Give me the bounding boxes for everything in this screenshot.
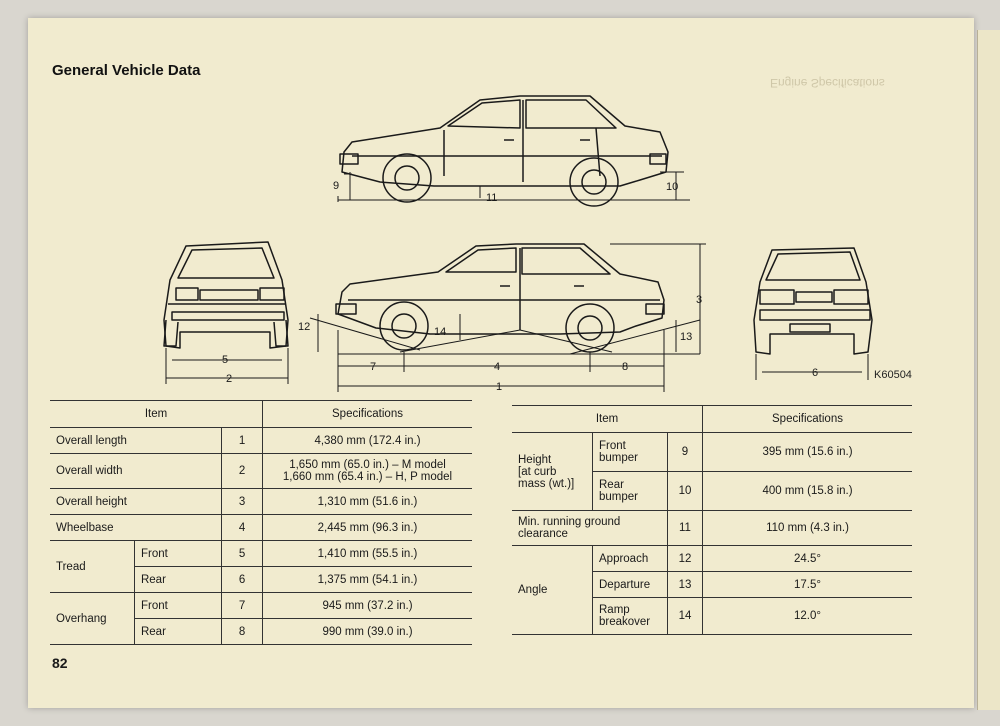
row-number: 6 <box>222 567 263 593</box>
row-item: Wheelbase <box>50 515 222 541</box>
row-spec: 4,380 mm (172.4 in.) <box>263 428 473 454</box>
row-subitem: Front <box>134 541 221 567</box>
row-subitem <box>593 433 668 472</box>
row-subitem-line: bumper <box>599 491 638 503</box>
row-spec: 400 mm (15.8 in.) <box>703 472 913 511</box>
page-title: General Vehicle Data <box>52 62 201 79</box>
table-row <box>512 511 912 546</box>
callout-10: 10 <box>666 181 679 193</box>
side-view-car-middle <box>336 244 664 352</box>
row-spec: 110 mm (4.3 in.) <box>703 511 913 546</box>
row-number: 9 <box>668 433 703 472</box>
table-header-row <box>512 406 912 433</box>
general-data-table <box>50 400 472 645</box>
row-subitem <box>593 472 668 511</box>
callout-1: 1 <box>496 381 503 393</box>
row-subitem-line: Ramp <box>599 604 630 616</box>
row-number: 4 <box>222 515 263 541</box>
table-header-row <box>50 401 472 428</box>
row-number: 14 <box>668 598 703 635</box>
callout-14: 14 <box>434 326 447 338</box>
row-number: 7 <box>222 593 263 619</box>
callout-2: 2 <box>226 373 233 385</box>
row-spec: 2,445 mm (96.3 in.) <box>263 515 473 541</box>
row-subitem: Departure <box>593 572 668 598</box>
row-spec: 1,310 mm (51.6 in.) <box>263 489 473 515</box>
row-subitem: Approach <box>593 546 668 572</box>
row-spec: 24.5° <box>703 546 913 572</box>
table-row <box>50 515 472 541</box>
row-group-tread: Tread <box>50 541 134 593</box>
row-number: 12 <box>668 546 703 572</box>
row-number: 8 <box>222 619 263 645</box>
table-row <box>50 489 472 515</box>
row-item-line: clearance <box>518 528 568 540</box>
row-spec: 17.5° <box>703 572 913 598</box>
row-item: Overall height <box>50 489 222 515</box>
row-subitem <box>593 598 668 635</box>
table-row <box>50 428 472 454</box>
row-number: 1 <box>222 428 263 454</box>
row-subitem-line: Rear <box>599 479 624 491</box>
callout-5: 5 <box>222 354 229 366</box>
row-subitem-line: breakover <box>599 616 651 628</box>
height-label-line: [at curb <box>518 465 557 478</box>
row-subitem-line: Front <box>599 440 626 452</box>
side-view-car-top <box>340 96 668 206</box>
row-group-overhang: Overhang <box>50 593 134 645</box>
callout-4: 4 <box>494 361 501 373</box>
rear-view-car <box>754 248 872 354</box>
callout-6: 6 <box>812 367 819 379</box>
height-label-line: Height <box>518 453 552 466</box>
row-spec: 990 mm (39.0 in.) <box>263 619 473 645</box>
row-spec <box>263 454 473 489</box>
row-group-height <box>512 433 593 511</box>
dimension-lines <box>166 172 868 392</box>
row-number: 2 <box>222 454 263 489</box>
callout-3: 3 <box>696 294 703 306</box>
row-number: 10 <box>668 472 703 511</box>
row-number: 3 <box>222 489 263 515</box>
table-row <box>50 454 472 489</box>
row-spec-line: 1,650 mm (65.0 in.) – M model <box>289 459 446 471</box>
row-number: 13 <box>668 572 703 598</box>
header-item: Item <box>50 401 263 428</box>
row-number: 5 <box>222 541 263 567</box>
table-row <box>512 433 912 472</box>
header-specifications: Specifications <box>703 406 913 433</box>
row-subitem-line: bumper <box>599 452 638 464</box>
callout-9: 9 <box>333 180 340 192</box>
height-label-line: mass (wt.)] <box>518 477 575 490</box>
header-item: Item <box>512 406 703 433</box>
callout-7: 7 <box>370 361 377 373</box>
row-subitem: Rear <box>134 567 221 593</box>
row-spec: 1,410 mm (55.5 in.) <box>263 541 473 567</box>
row-spec: 1,375 mm (54.1 in.) <box>263 567 473 593</box>
height-angle-table <box>512 405 912 635</box>
callout-11: 11 <box>486 192 498 204</box>
row-spec: 12.0° <box>703 598 913 635</box>
row-subitem: Front <box>134 593 221 619</box>
row-subitem: Rear <box>134 619 221 645</box>
row-group-angle: Angle <box>512 546 593 635</box>
row-item: Overall length <box>50 428 222 454</box>
show-through-heading: Engine Specifications <box>770 76 885 90</box>
row-spec-line: 1,660 mm (65.4 in.) – H, P model <box>282 471 453 483</box>
row-number: 11 <box>668 511 703 546</box>
front-view-car <box>164 242 288 348</box>
row-item <box>512 511 668 546</box>
row-item: Overall width <box>50 454 222 489</box>
table-row <box>512 546 912 572</box>
figure-label: K60504 <box>874 369 912 381</box>
row-item-line: Min. running ground <box>518 516 621 528</box>
callout-13: 13 <box>680 331 693 343</box>
page-number: 82 <box>52 655 68 671</box>
callout-8: 8 <box>622 361 629 373</box>
header-specifications: Specifications <box>263 401 473 428</box>
callout-12: 12 <box>298 321 311 333</box>
table-row <box>50 541 472 567</box>
row-spec: 395 mm (15.6 in.) <box>703 433 913 472</box>
row-spec: 945 mm (37.2 in.) <box>263 593 473 619</box>
table-row <box>50 593 472 619</box>
